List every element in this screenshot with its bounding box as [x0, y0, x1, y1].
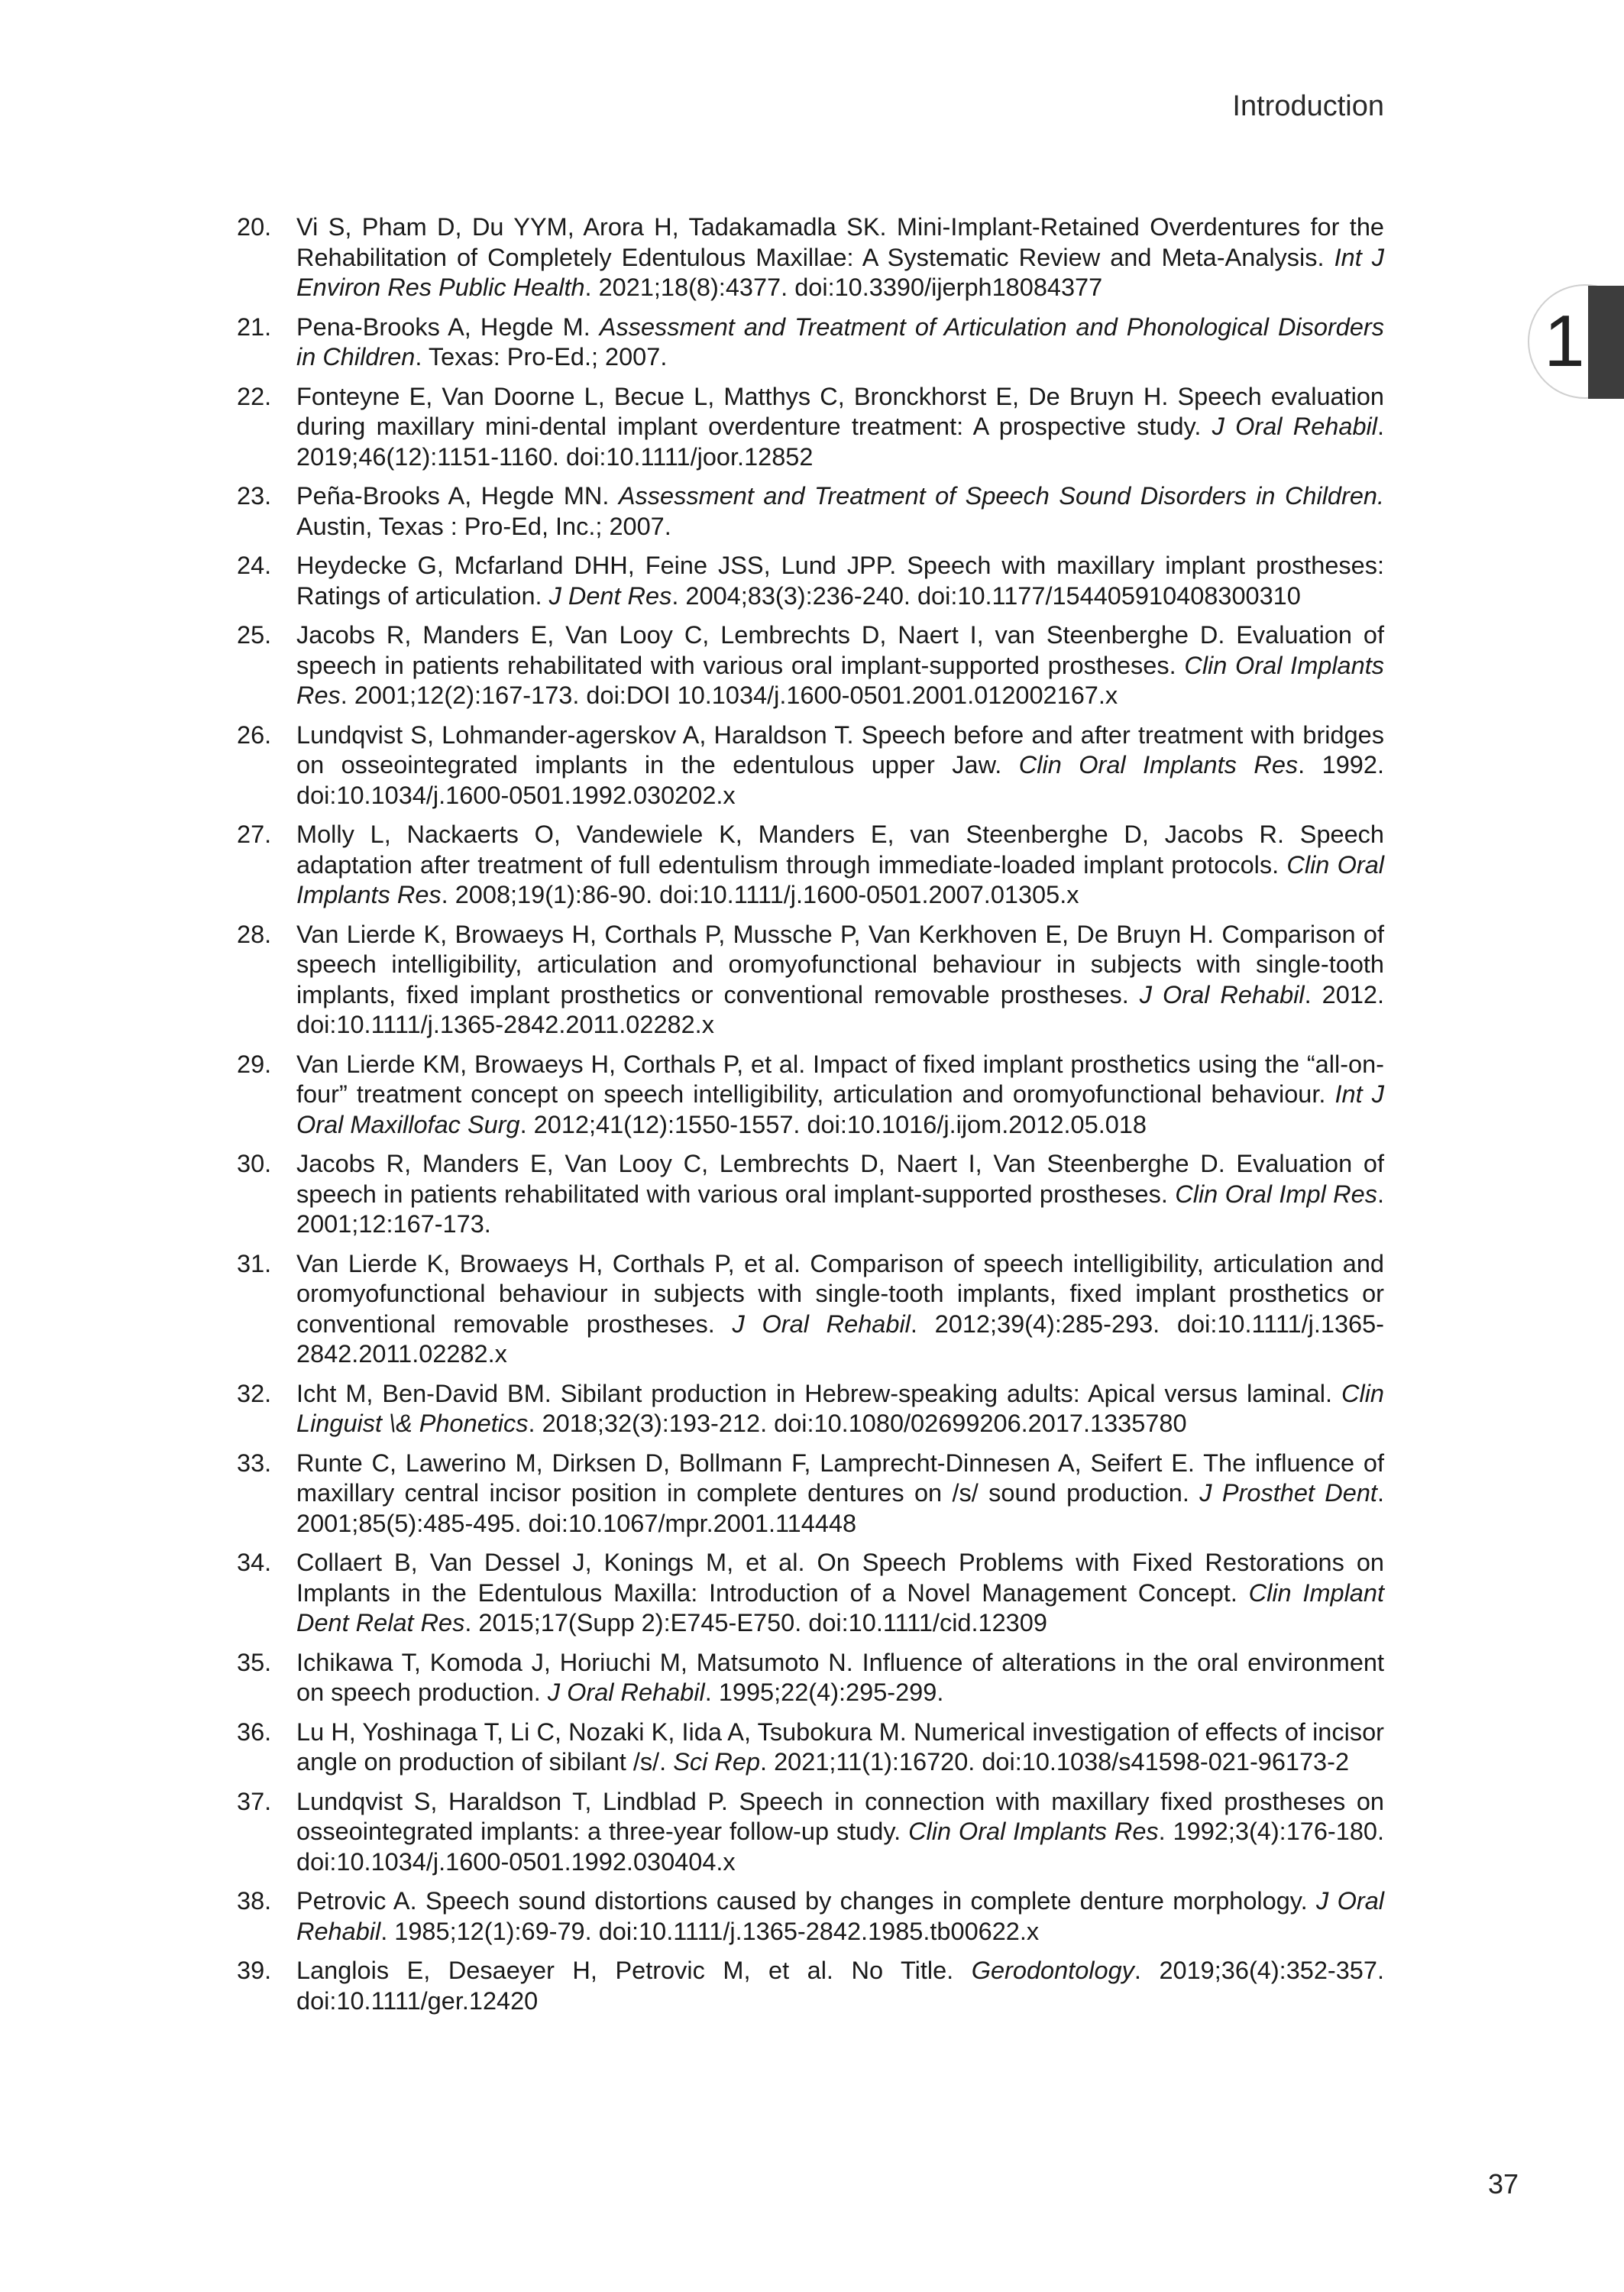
- reference-details: . 2019;36(4):352-357. doi:10.1111/ger.12420: [296, 1957, 1384, 2015]
- reference-number: 34.: [237, 1549, 272, 1576]
- reference-source: Clin Implant Dent Relat Res: [296, 1578, 1384, 1636]
- chapter-tab: [1588, 286, 1624, 399]
- reference-source: J Oral Rehabil: [296, 1887, 1384, 1945]
- reference-item: [237, 1548, 1384, 1639]
- reference-details: . 2019;46(12):1151-1160. doi:10.1111/joor.12852: [296, 413, 1384, 471]
- reference-number: 38.: [237, 1887, 272, 1915]
- reference-item: [237, 1249, 1384, 1370]
- reference-number: 21.: [237, 312, 272, 341]
- reference-number: 32.: [237, 1379, 272, 1407]
- reference-item: [237, 212, 1384, 303]
- reference-text: Lu H, Yoshinaga T, Li C, Nozaki K, Iida A, Tsubokura M. Numerical investigation of effects of incisor angle on production of sibilant /s/.: [296, 1717, 1384, 1776]
- reference-details: . 2012;41(12):1550-1557. doi:10.1016/j.ijom.2012.05.018: [519, 1110, 1147, 1138]
- reference-number: 26.: [237, 720, 272, 749]
- reference-source: J Dent Res: [548, 581, 672, 610]
- reference-source: Clin Oral Impl Res: [1175, 1180, 1377, 1208]
- reference-source: Clin Linguist \& Phonetics: [296, 1379, 1384, 1437]
- reference-item: [237, 551, 1384, 611]
- reference-details: . 2008;19(1):86-90. doi:10.1111/j.1600-0501.2007.01305.x: [441, 881, 1079, 908]
- reference-text: Lundqvist S, Haraldson T, Lindblad P. Speech in connection with maxillary fixed prostheses on osseointegrated implants: a three-year follow-up study.: [296, 1787, 1384, 1845]
- reference-details: . 2001;12:167-173.: [296, 1180, 1384, 1238]
- reference-number: 29.: [237, 1050, 272, 1078]
- reference-text: Petrovic A. Speech sound distortions caused by changes in complete denture morphology.: [296, 1887, 1317, 1915]
- reference-number: 39.: [237, 1957, 272, 1984]
- reference-item: [237, 312, 1384, 373]
- reference-details: . 2001;85(5):485-495. doi:10.1067/mpr.2001.114448: [296, 1479, 1384, 1537]
- reference-source: Sci Rep: [673, 1748, 761, 1776]
- reference-text: Peña-Brooks A, Hegde MN.: [296, 482, 619, 510]
- reference-details: . 1995;22(4):295-299.: [704, 1679, 944, 1706]
- reference-number: 22.: [237, 382, 272, 410]
- reference-text: Fonteyne E, Van Doorne L, Becue L, Matthys C, Bronckhorst E, De Bruyn H. Speech evaluation during maxillary mini-dental implant overdenture treatment: A prospective study.: [296, 382, 1384, 440]
- reference-number: 35.: [237, 1648, 272, 1676]
- running-header: Introduction: [1232, 90, 1384, 122]
- reference-number: 24.: [237, 552, 272, 579]
- reference-number: 20.: [237, 213, 272, 241]
- reference-text: Van Lierde KM, Browaeys H, Corthals P, et al. Impact of fixed implant prosthetics using the “all-on-four” treatment concept on speech intelligibility, articulation and oromyofunctional behaviour.: [296, 1050, 1384, 1108]
- reference-details: . 2021;18(8):4377. doi:10.3390/ijerph18084377: [584, 274, 1103, 301]
- reference-details: . 2021;11(1):16720. doi:10.1038/s41598-021-96173-2: [760, 1748, 1350, 1776]
- reference-item: [237, 1886, 1384, 1947]
- reference-source: Assessment and Treatment of Speech Sound Disorders in Children.: [618, 482, 1385, 510]
- reference-text: Lundqvist S, Lohmander-agerskov A, Haraldson T. Speech before and after treatment with bridges on osseointegrated implants in the edentulous upper Jaw.: [296, 720, 1384, 779]
- reference-item: [237, 1956, 1384, 2016]
- reference-item: [237, 1449, 1384, 1539]
- reference-source: Assessment and Treatment of Articulation and Phonological Disorders in Children: [296, 312, 1385, 371]
- reference-source: J Oral Rehabil: [1212, 413, 1377, 440]
- reference-details: Austin, Texas : Pro-Ed, Inc.; 2007.: [296, 512, 671, 540]
- reference-text: Vi S, Pham D, Du YYM, Arora H, Tadakamadla SK. Mini-Implant-Retained Overdentures for the Rehabilitation of Completely Edentulous Maxillae: A Systematic Review and Meta-Analysis.: [296, 213, 1384, 271]
- reference-details: . 2018;32(3):193-212. doi:10.1080/02699206.2017.1335780: [528, 1410, 1187, 1437]
- reference-text: Ichikawa T, Komoda J, Horiuchi M, Matsumoto N. Influence of alterations in the oral environment on speech production.: [296, 1648, 1384, 1706]
- reference-source: J Oral Rehabil: [547, 1679, 705, 1706]
- reference-text: Pena-Brooks A, Hegde M.: [296, 312, 600, 341]
- reference-details: . 1985;12(1):69-79. doi:10.1111/j.1365-2842.1985.tb00622.x: [380, 1917, 1040, 1945]
- reference-source: Clin Oral Implants Res: [908, 1818, 1159, 1845]
- reference-details: . 1992. doi:10.1034/j.1600-0501.1992.030202.x: [296, 751, 1384, 809]
- reference-details: . 1992;3(4):176-180. doi:10.1034/j.1600-0501.1992.030404.x: [296, 1818, 1385, 1876]
- reference-text: Jacobs R, Manders E, Van Looy C, Lembrechts D, Naert I, Van Steenberghe D. Evaluation of speech in patients rehabilitated with various oral implant-supported prostheses.: [296, 1150, 1384, 1208]
- reference-text: Collaert B, Van Dessel J, Konings M, et al. On Speech Problems with Fixed Restorations on Implants in the Edentulous Maxilla: Introduction of a Novel Management Concept.: [296, 1549, 1384, 1607]
- reference-number: 28.: [237, 920, 272, 948]
- reference-details: . 2012;39(4):285-293. doi:10.1111/j.1365-2842.2011.02282.x: [296, 1309, 1385, 1368]
- reference-details: . 2015;17(Supp 2):E745-E750. doi:10.1111/cid.12309: [464, 1609, 1047, 1636]
- reference-item: [237, 620, 1384, 711]
- reference-number: 36.: [237, 1717, 272, 1746]
- reference-number: 37.: [237, 1787, 272, 1815]
- reference-number: 27.: [237, 821, 272, 848]
- reference-number: 30.: [237, 1150, 272, 1177]
- reference-text: Van Lierde K, Browaeys H, Corthals P, Mussche P, Van Kerkhoven E, De Bruyn H. Comparison of speech intelligibility, articulation and oromyofunctional behaviour in subjects with single-tooth implants, fixed implant prosthetics or conventional removable prostheses.: [296, 920, 1384, 1008]
- reference-text: Jacobs R, Manders E, Van Looy C, Lembrechts D, Naert I, van Steenberghe D. Evaluation of speech in patients rehabilitated with various oral implant-supported prostheses.: [296, 621, 1384, 679]
- reference-details: . 2001;12(2):167-173. doi:DOI 10.1034/j.1600-0501.2001.012002167.x: [340, 681, 1118, 709]
- reference-number: 25.: [237, 621, 272, 649]
- reference-source: J Prosthet Dent: [1199, 1479, 1377, 1507]
- reference-text: Runte C, Lawerino M, Dirksen D, Bollmann F, Lamprecht-Dinnesen A, Seifert E. The influence of maxillary central incisor position in complete dentures on /s/ sound production.: [296, 1449, 1384, 1507]
- reference-details: . 2004;83(3):236-240. doi:10.1177/154405910408300310: [671, 581, 1301, 610]
- reference-source: Clin Oral Implants Res: [296, 850, 1384, 908]
- reference-source: Clin Oral Implants Res: [1018, 751, 1299, 779]
- reference-source: Gerodontology: [971, 1957, 1134, 1984]
- reference-item: [237, 481, 1384, 542]
- reference-number: 23.: [237, 482, 272, 510]
- reference-text: Icht M, Ben-David BM. Sibilant production in Hebrew-speaking adults: Apical versus laminal.: [296, 1379, 1341, 1407]
- reference-item: [237, 1787, 1384, 1878]
- reference-source: Int J Environ Res Public Health: [296, 243, 1384, 301]
- page-number: 37: [1487, 2168, 1519, 2200]
- reference-source: J Oral Rehabil: [732, 1309, 911, 1338]
- reference-item: [237, 1149, 1384, 1240]
- reference-item: [237, 1717, 1384, 1778]
- reference-text: Heydecke G, Mcfarland DHH, Feine JSS, Lund JPP. Speech with maxillary implant prostheses: Ratings of articulation.: [296, 552, 1384, 610]
- reference-item: [237, 820, 1384, 911]
- reference-details: . Texas: Pro-Ed.; 2007.: [415, 343, 668, 371]
- reference-item: [237, 1648, 1384, 1708]
- reference-item: [237, 382, 1384, 473]
- reference-item: [237, 1050, 1384, 1141]
- reference-source: Clin Oral Implants Res: [296, 651, 1384, 709]
- reference-item: [237, 720, 1384, 811]
- reference-text: Langlois E, Desaeyer H, Petrovic M, et al. No Title.: [296, 1957, 972, 1984]
- reference-source: Int J Oral Maxillofac Surg: [296, 1080, 1384, 1138]
- reference-number: 31.: [237, 1249, 272, 1277]
- reference-number: 33.: [237, 1449, 272, 1477]
- reference-item: [237, 920, 1384, 1041]
- reference-details: . 2012. doi:10.1111/j.1365-2842.2011.02282.x: [296, 980, 1385, 1038]
- reference-source: J Oral Rehabil: [1139, 980, 1305, 1008]
- reference-item: [237, 1379, 1384, 1439]
- reference-text: Molly L, Nackaerts O, Vandewiele K, Manders E, van Steenberghe D, Jacobs R. Speech adaptation after treatment of full edentulism through immediate-loaded implant protocols.: [296, 821, 1384, 879]
- chapter-number: 1: [1544, 300, 1585, 382]
- reference-list: [237, 212, 1384, 2025]
- reference-text: Van Lierde K, Browaeys H, Corthals P, et al. Comparison of speech intelligibility, articulation and oromyofunctional behaviour in subjects with single-tooth implants, fixed implant prosthetics or conventional removable prostheses.: [296, 1249, 1384, 1338]
